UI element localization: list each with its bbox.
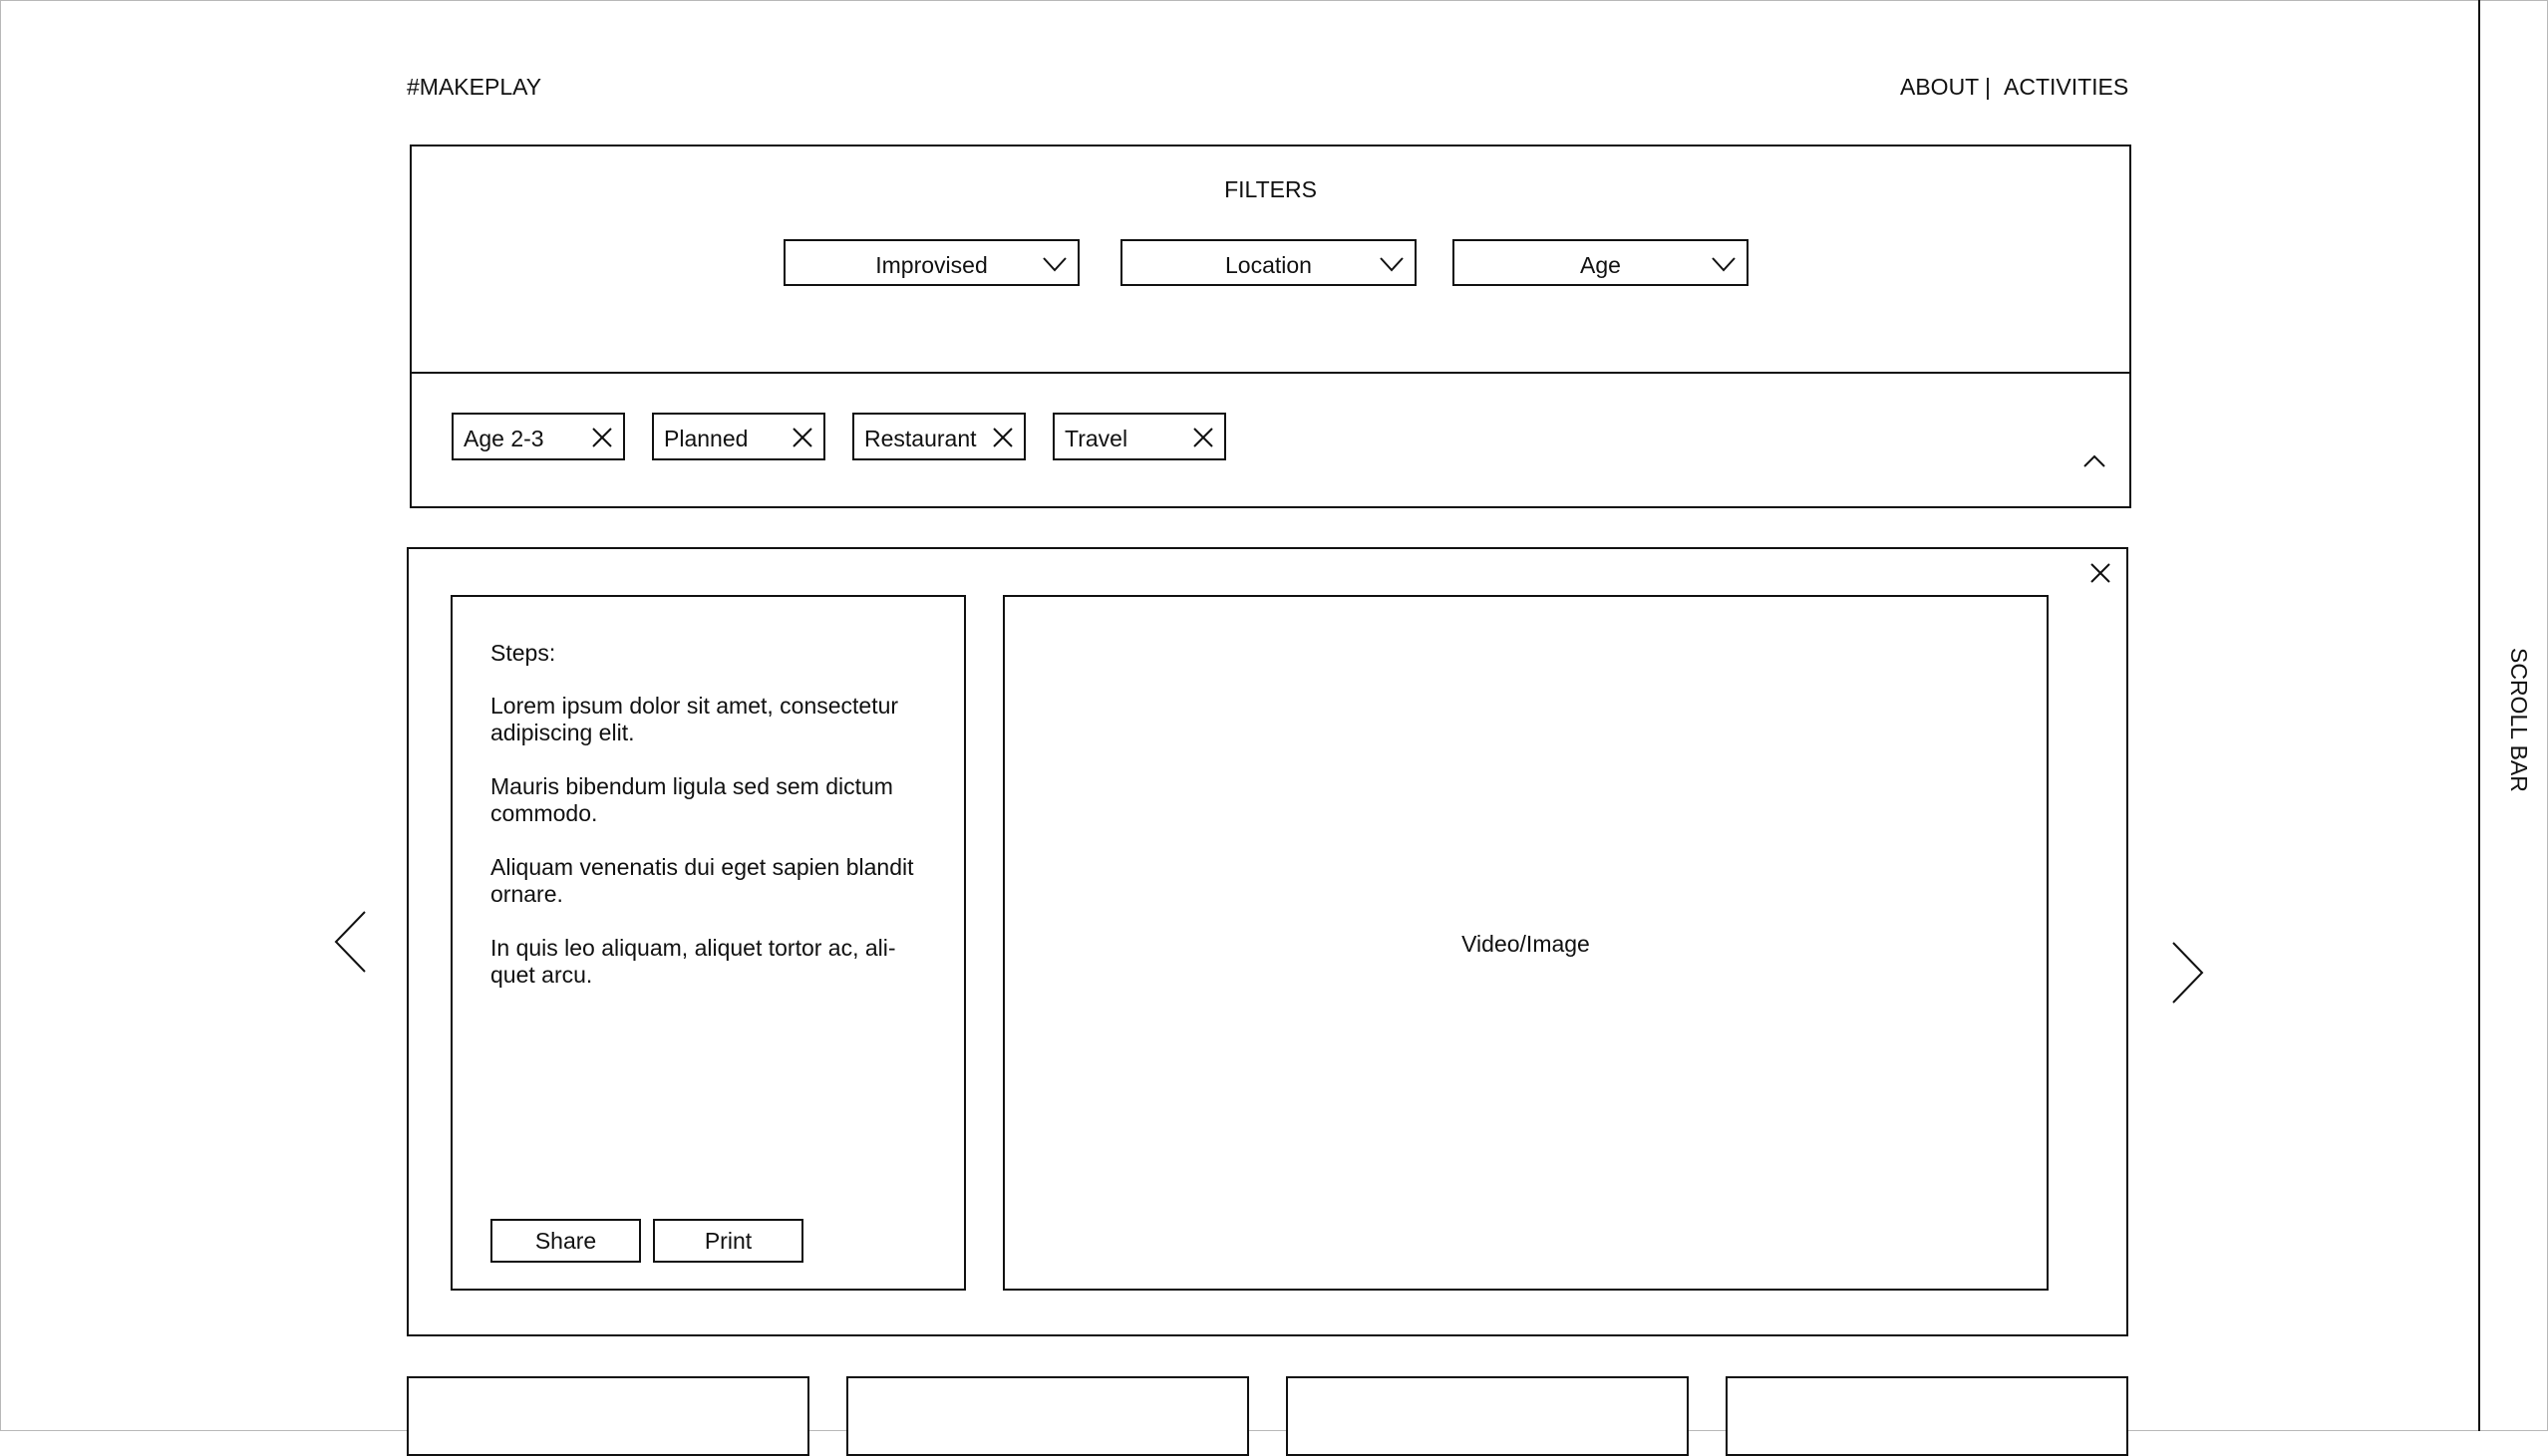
media-placeholder[interactable] bbox=[1003, 595, 2049, 1291]
dropdown-label: Location bbox=[1225, 252, 1312, 278]
step-text: In quis leo aliquam, aliquet tortor ac, ali-quet arcu. bbox=[490, 935, 896, 988]
print-button[interactable]: Print bbox=[653, 1219, 803, 1263]
filter-dropdown-location[interactable] bbox=[1120, 239, 1417, 286]
step-text: Aliquam venenatis dui eget sapien blandit ornare. bbox=[490, 854, 914, 907]
media-label: Video/Image bbox=[1461, 931, 1590, 957]
close-icon[interactable] bbox=[992, 427, 1014, 448]
site-logo[interactable]: #MAKEPLAY bbox=[407, 74, 542, 100]
chip-label: Travel bbox=[1065, 426, 1128, 451]
activity-card[interactable] bbox=[1726, 1376, 2128, 1456]
nav-separator: | bbox=[1985, 74, 1991, 100]
filters-title: FILTERS bbox=[1224, 176, 1317, 202]
close-icon[interactable] bbox=[1192, 427, 1214, 448]
chip-label: Age 2-3 bbox=[464, 426, 544, 451]
chevron-down-icon bbox=[1042, 253, 1068, 275]
activity-card[interactable] bbox=[407, 1376, 809, 1456]
chevron-left-icon[interactable] bbox=[333, 910, 369, 974]
chip-label: Restaurant bbox=[864, 426, 977, 451]
filter-chip bbox=[1053, 413, 1226, 460]
filter-dropdown-age[interactable] bbox=[1452, 239, 1749, 286]
nav-about-link[interactable]: ABOUT bbox=[1900, 74, 1980, 100]
chevron-down-icon bbox=[1711, 253, 1737, 275]
steps-title: Steps: bbox=[490, 640, 556, 666]
chevron-right-icon[interactable] bbox=[2169, 941, 2205, 1005]
dropdown-label: Improvised bbox=[875, 252, 988, 278]
step-text: Mauris bibendum ligula sed sem dictum commodo. bbox=[490, 773, 893, 826]
close-icon[interactable] bbox=[792, 427, 813, 448]
scrollbar[interactable] bbox=[2478, 0, 2548, 1431]
filter-chip bbox=[652, 413, 825, 460]
activity-detail-panel bbox=[407, 547, 2128, 1336]
filter-chip bbox=[852, 413, 1026, 460]
filters-panel bbox=[410, 145, 2131, 508]
activity-card[interactable] bbox=[1286, 1376, 1689, 1456]
filters-divider bbox=[412, 372, 2129, 374]
filter-chip bbox=[452, 413, 625, 460]
chip-label: Planned bbox=[664, 426, 749, 451]
step-text: Lorem ipsum dolor sit amet, consectetur adipiscing elit. bbox=[490, 693, 899, 745]
chevron-down-icon bbox=[1379, 253, 1405, 275]
filter-dropdown-type[interactable] bbox=[784, 239, 1080, 286]
chevron-up-icon[interactable] bbox=[2081, 453, 2107, 469]
activity-card[interactable] bbox=[846, 1376, 1249, 1456]
close-icon[interactable] bbox=[591, 427, 613, 448]
scrollbar-label: SCROLL BAR bbox=[2506, 648, 2532, 792]
share-button[interactable]: Share bbox=[490, 1219, 641, 1263]
close-icon[interactable] bbox=[2089, 562, 2111, 584]
steps-card bbox=[451, 595, 966, 1291]
dropdown-label: Age bbox=[1580, 252, 1621, 278]
nav-activities-link[interactable]: ACTIVITIES bbox=[2004, 74, 2129, 100]
